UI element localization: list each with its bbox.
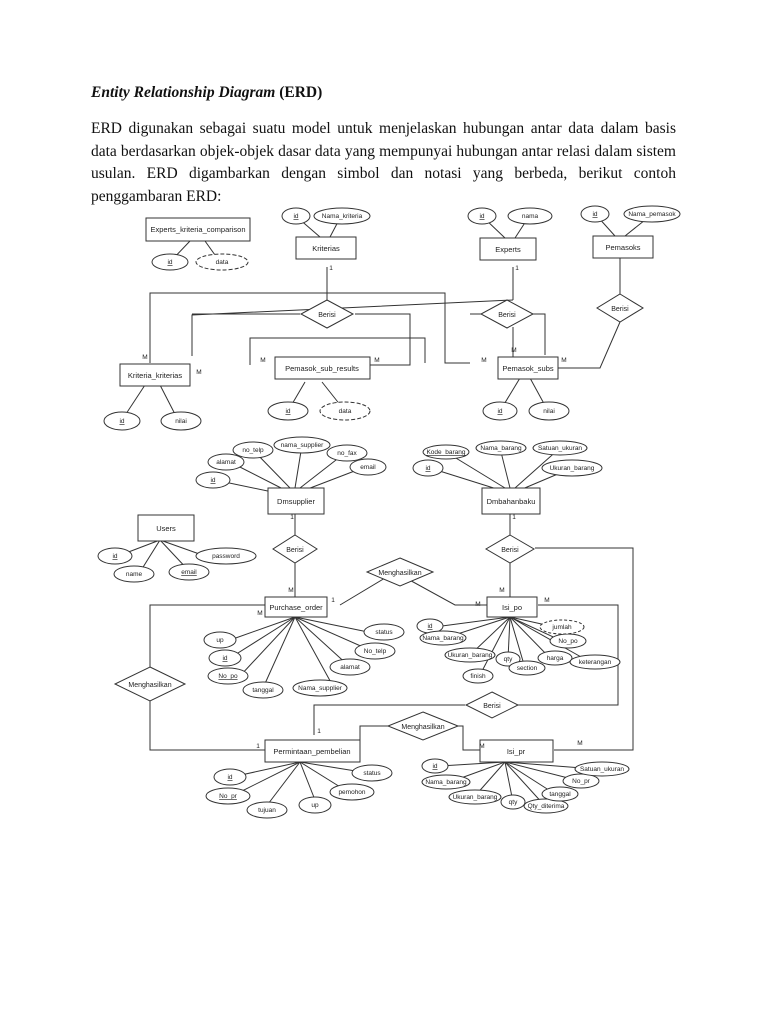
attr-isipr-id: id: [432, 763, 438, 770]
label-users: Users: [156, 524, 176, 533]
card-isipr-m-left: M: [479, 743, 485, 750]
label-isi-pr: Isi_pr: [506, 747, 526, 756]
attr-bb-ukuran: Ukuran_barang: [549, 465, 595, 472]
intro-paragraph: ERD digunakan sebagai suatu model untuk menjelaskan hubungan antar data dalam basis data berdasarkan objek-objek dasar data yang mempunyai hubungan antar relasi dalam sistem usulan. ERD digambarkan dengan simbol dan notasi yang berbeda, berikut contoh penggambaran ERD:: [91, 120, 676, 205]
attr-users-id: id: [112, 553, 118, 560]
attr-sup-no-telp: no_telp: [242, 447, 264, 454]
card-kk-m-right: M: [196, 369, 202, 376]
attr-experts-nama: nama: [521, 213, 539, 220]
label-experts: Experts: [495, 245, 521, 254]
attr-kriterias-id: id: [293, 213, 299, 220]
attr-ps-nilai: nilai: [543, 408, 555, 415]
attr-isipr-satuan: Satuan_ukuran: [579, 766, 625, 773]
attr-isipr-nama: Nama_barang: [425, 779, 467, 786]
attr-po-alamat: alamat: [340, 664, 360, 671]
label-experts-kriteria-comparison: Experts_kriteria_comparison: [150, 225, 246, 234]
attr-po-up: up: [216, 637, 224, 644]
label-rel-menghasilkan-pr: Menghasilkan: [401, 724, 445, 731]
attr-bb-satuan: Satuan_ukuran: [537, 445, 583, 452]
label-pemasok-subs: Pemasok_subs: [502, 364, 554, 373]
label-dmbahanbaku: Dmbahanbaku: [486, 497, 536, 506]
attr-sup-id: id: [210, 477, 216, 484]
attr-sup-alamat: alamat: [216, 459, 236, 466]
label-pemasok-sub-results: Pemasok_sub_results: [285, 364, 359, 373]
attr-po-no-telp: No_telp: [363, 648, 387, 655]
attr-sup-nama: nama_supplier: [280, 442, 324, 449]
attr-bb-id: id: [425, 465, 431, 472]
attr-isipo-keterangan: keterangan: [578, 659, 612, 666]
attr-isipr-no-pr: No_pr: [572, 778, 590, 785]
attr-bb-kode: Kode_barang: [426, 449, 466, 456]
attr-ps-id: id: [497, 408, 503, 415]
attr-bb-nama: Nama_barang: [480, 445, 522, 452]
attr-users-email: email: [181, 569, 197, 576]
label-rel-menghasilkan-left: Menghasilkan: [128, 682, 172, 689]
card-po-1-right: 1: [331, 597, 335, 604]
attr-pr-up: up: [311, 802, 319, 809]
card-kriterias-1: 1: [329, 265, 333, 272]
attr-pemasoks-id: id: [592, 211, 598, 218]
attr-kk-nilai: nilai: [175, 418, 187, 425]
card-bb-1: 1: [512, 514, 516, 521]
attr-po-id: id: [222, 655, 228, 662]
label-rel-berisi-pr: Berisi: [483, 703, 501, 710]
label-isi-po: Isi_po: [501, 603, 523, 612]
label-permintaan-pembelian: Permintaan_pembelian: [273, 747, 351, 756]
heading-italic: Entity Relationship Diagram: [91, 84, 276, 101]
card-pr-1-top: 1: [317, 728, 321, 735]
card-sup-1: 1: [290, 514, 294, 521]
card-experts-1: 1: [515, 265, 519, 272]
attr-kk-id: id: [119, 418, 125, 425]
card-po-m-top: M: [288, 587, 294, 594]
attr-isipo-nama: Nama_barang: [422, 635, 464, 642]
attr-pr-tujuan: tujuan: [258, 807, 276, 814]
attr-experts-id: id: [479, 213, 485, 220]
label-rel-berisi-bahanbaku: Berisi: [501, 547, 519, 554]
attr-isipo-harga: harga: [546, 655, 564, 662]
label-kriterias: Kriterias: [312, 244, 340, 253]
card-ps-m-left: M: [481, 357, 487, 364]
attr-po-nama-supplier: Nama_supplier: [298, 685, 342, 692]
attr-isipo-finish: finish: [470, 673, 486, 680]
card-ps-m-top: M: [511, 347, 517, 354]
card-psr-m-right: M: [374, 357, 380, 364]
label-rel-menghasilkan-po: Menghasilkan: [378, 570, 422, 577]
attr-isipo-ukuran: Ukuran_barang: [447, 652, 493, 659]
label-rel-berisi-kriteria: Berisi: [318, 312, 336, 319]
attr-sup-no-fax: no_fax: [337, 450, 357, 457]
card-isipo-m-right: M: [544, 597, 550, 604]
attr-pr-no: No_pr: [219, 793, 237, 800]
card-psr-m-left: M: [260, 357, 266, 364]
card-isipr-m-right: M: [577, 740, 583, 747]
card-po-m-left: M: [257, 610, 263, 617]
label-dmsupplier: Dmsupplier: [277, 497, 315, 506]
attr-isipr-qty-diterima: Qty_diterima: [527, 803, 565, 810]
attr-isipo-qty: qty: [503, 656, 513, 663]
attr-psr-data: data: [338, 408, 352, 415]
label-rel-berisi-supplier: Berisi: [286, 547, 304, 554]
card-isipo-m-top: M: [499, 587, 505, 594]
card-kk-m-top: M: [142, 354, 148, 361]
label-kriteria-kriterias: Kriteria_kriterias: [127, 371, 183, 380]
attr-pr-id: id: [227, 774, 233, 781]
attr-isipo-jumlah: jumlah: [552, 624, 572, 631]
attr-isipr-tanggal: tanggal: [549, 791, 571, 798]
attr-po-no: No_po: [218, 673, 238, 680]
label-rel-berisi-pemasoks: Berisi: [611, 306, 629, 313]
attr-pemasoks-nama: Nama_pemasok: [628, 211, 676, 218]
attr-users-password: password: [212, 553, 240, 560]
label-pemasoks: Pemasoks: [605, 243, 641, 252]
label-rel-berisi-experts: Berisi: [498, 312, 516, 319]
heading-bold: (ERD): [279, 84, 323, 101]
attr-users-name: name: [125, 571, 143, 578]
attr-psr-id: id: [285, 408, 291, 415]
attr-sup-email: email: [360, 464, 376, 471]
card-ps-m-right: M: [561, 357, 567, 364]
attr-kriterias-nama: Nama_kriteria: [321, 213, 363, 220]
attr-pr-pemohon: pemohon: [338, 789, 366, 796]
card-pr-1-left: 1: [256, 743, 260, 750]
attr-ekc-id: id: [167, 259, 173, 266]
attr-isipr-qty: qty: [508, 799, 518, 806]
card-isipo-m-left: M: [475, 601, 481, 608]
attr-isipo-section: section: [516, 665, 538, 672]
attr-po-status: status: [375, 629, 393, 636]
attr-po-tanggal: tanggal: [252, 687, 274, 694]
attr-isipo-no-po: No_po: [558, 638, 578, 645]
attr-isipo-id: id: [427, 623, 433, 630]
attr-ekc-data: data: [215, 259, 229, 266]
attr-pr-status: status: [363, 770, 381, 777]
label-purchase-order: Purchase_order: [269, 603, 323, 612]
attr-isipr-ukuran: Ukuran_barang: [452, 794, 498, 801]
